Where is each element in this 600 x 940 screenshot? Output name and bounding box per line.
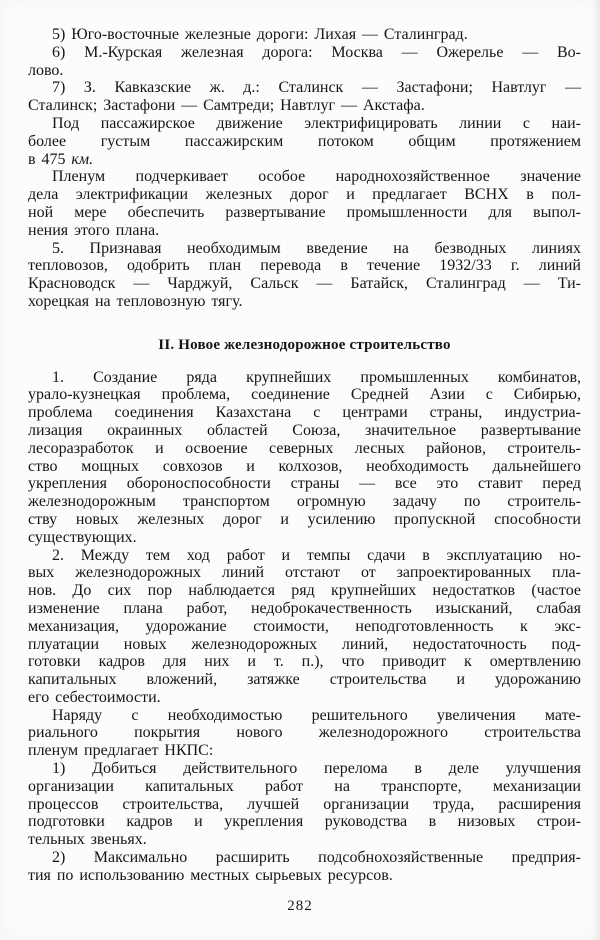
text-line: механизация, удорожание стоимости, неподготовленность к экс- — [28, 617, 581, 635]
paragraph — [28, 849, 581, 885]
text-line: вых железнодорожных линий отстают от запроектированных пла- — [28, 564, 581, 582]
paragraph — [28, 115, 581, 168]
text-line: тельных звеньях. — [28, 831, 147, 849]
text-line: ной мере обеспечить развертывание промышленности для выпол- — [28, 203, 581, 221]
text-line: более густым пассажирским потоком общим протяжением — [28, 132, 581, 150]
text-line: риального покрытия нового железнодорожного строительства — [28, 724, 581, 742]
document-text — [28, 26, 581, 885]
text-line: Сталинск; Застафони — Самтреди; Навтлуг — Акстафа. — [28, 97, 425, 115]
text-line: его себестоимости. — [28, 688, 161, 706]
text-line: лово. — [28, 61, 64, 79]
text-line: железнодорожным транспортом огромную задачу по строитель- — [28, 493, 581, 511]
paragraph — [28, 547, 581, 707]
text-line: изменение плана работ, недоброкачественность изысканий, слабая — [28, 599, 581, 617]
text-line: существующих. — [28, 528, 137, 546]
section-heading: II. Новое железнодорожное строительство — [158, 336, 451, 353]
text-line: 5. Признавая необходимым введение на безводных линиях — [52, 239, 581, 257]
paragraph — [28, 26, 581, 44]
paragraph — [28, 707, 581, 760]
text-line: подготовки кадров и укрепления руководства в низовых строи- — [28, 813, 581, 831]
text-line: 2. Между тем ход работ и темпы сдачи в эксплуатацию но- — [52, 546, 581, 564]
text-line: укрепления обороноспособности страны — все это ставит перед — [28, 475, 581, 493]
text-line: организации капитальных работ на транспорте, механизации — [28, 777, 581, 795]
text-line: Красноводск — Чарджуй, Сальск — Батайск, Сталинград — Ти- — [28, 275, 581, 293]
text-line: дела электрификации железных дорог и предлагает ВСНХ в пол- — [28, 186, 581, 204]
text-line: плуатации новых железнодорожных линий, недостаточность под- — [28, 635, 581, 653]
page-number: 282 — [287, 898, 313, 914]
text-line: 1) Добиться действительного перелома в деле улучшения — [52, 760, 581, 778]
text-line: проблема соединения Казахстана с центрами страны, индустриа- — [28, 404, 581, 422]
text-line — [28, 151, 581, 169]
text-line: 6) М.-Курская железная дорога: Москва — Ожерелье — Во- — [52, 43, 581, 61]
text-line: урало-кузнецкая проблема, соединение Средней Азии с Сибирью, — [28, 386, 581, 404]
text-line: Пленум подчеркивает особое народнохозяйственное значение — [52, 168, 581, 186]
paragraph — [28, 240, 581, 311]
paragraph — [28, 44, 581, 80]
text-line: капитальных вложений, затяжке строительства и удорожанию — [28, 671, 581, 689]
text-line: тия по использованию местных сырьевых ресурсов. — [28, 866, 393, 884]
text-line: 5) Юго-восточные железные дороги: Лихая — Сталинград. — [52, 26, 468, 43]
text-line: лизация окраинных областей Союза, значительное развертывание — [28, 421, 581, 439]
text-line: нов. До сих пор наблюдается ряд крупнейших недостатков (частое — [28, 582, 581, 600]
text-line: пленум предлагает НКПС: — [28, 742, 214, 760]
text-line: Наряду с необходимостью решительного увеличения мате- — [52, 706, 581, 724]
text-line: хорецкая на тепловозную тягу. — [28, 292, 243, 310]
italic-text: км. — [71, 150, 94, 168]
paragraph — [28, 369, 581, 547]
text-line: процессов строительства, лучшей организации труда, расширения — [28, 795, 581, 813]
text-line: нения этого плана. — [28, 221, 160, 239]
text-line: лесоразработок и освоение северных лесных районов, строитель- — [28, 439, 581, 457]
text-line: тепловозов, одобрить план перевода в течение 1932/33 г. линий — [28, 257, 581, 275]
text-line: 1. Создание ряда крупнейших промышленных комбинатов, — [52, 368, 581, 386]
text-line: 2) Максимально расширить подсобнохозяйственные предприя- — [52, 849, 581, 867]
text-line: ство мощных совхозов и колхозов, необходимость дальнейшего — [28, 457, 581, 475]
text-line: 7) З. Кавказские ж. д.: Сталинск — Застафони; Навтлуг — — [52, 79, 581, 97]
paragraph — [28, 760, 581, 849]
paragraph — [28, 168, 581, 239]
text-segment: в 475 — [28, 150, 72, 168]
paragraph — [28, 79, 581, 115]
text-line: готовки кадров для них и т. п.), что приводит к омертвлению — [28, 653, 581, 671]
text-line: ству новых железных дорог и усилению пропускной способности — [28, 510, 581, 528]
text-line: Под пассажирское движение электрифицировать линии с наи- — [52, 114, 581, 132]
